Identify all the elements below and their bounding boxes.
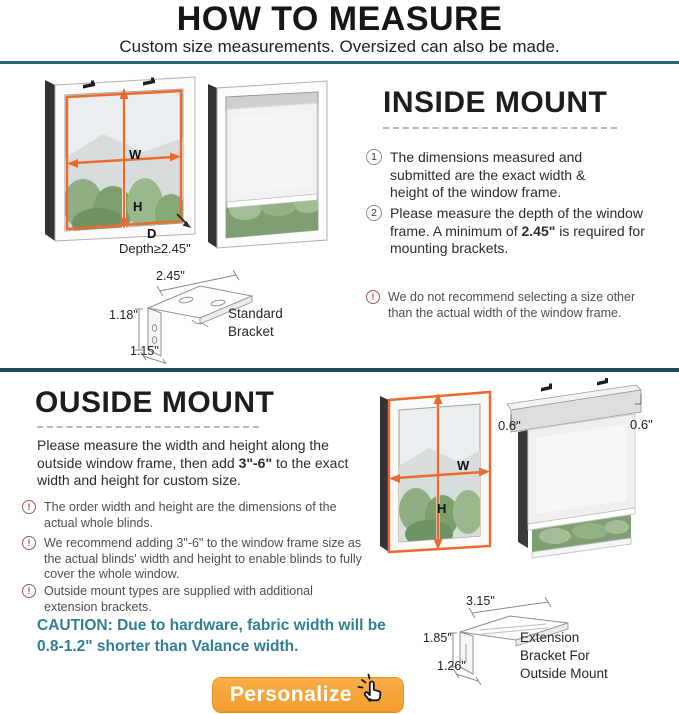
- extension-bracket-label: Extension Bracket For Outside Mount: [520, 630, 608, 681]
- inside-height-label: H: [133, 199, 143, 214]
- inside-note: [366, 290, 666, 321]
- outside-note-3: [22, 584, 362, 615]
- outside-mount-heading: OUSIDE MOUNT: [35, 386, 275, 419]
- outside-note-2: [22, 536, 362, 583]
- outside-left-offset-label: 0.6": [498, 418, 521, 433]
- outside-blind-drawing: [505, 378, 645, 568]
- inside-blind-drawing: [200, 78, 335, 258]
- bracket-clamp-icon: [597, 378, 608, 386]
- alert-icon: !: [22, 500, 36, 514]
- page-title: HOW TO MEASURE: [176, 0, 503, 38]
- inside-depth-letter: D: [147, 226, 157, 241]
- inside-blind-illustration: [200, 78, 335, 258]
- number-1-icon: 1: [366, 149, 382, 165]
- outside-right-offset-label: 0.6": [630, 417, 653, 432]
- inside-window-measure-illustration: [33, 76, 203, 246]
- outside-heading-underline: [37, 426, 259, 428]
- extension-bracket-bottom-dim: 1.26": [437, 659, 466, 673]
- alert-icon: !: [366, 290, 380, 304]
- outside-height-label: H: [437, 501, 447, 516]
- inside-point-2: [366, 205, 666, 258]
- outside-intro-text: Please measure the width and height along the outside window frame, then add 3"-6" to the exact width and height for custom size.: [37, 437, 349, 488]
- outside-window-drawing: [374, 388, 496, 560]
- standard-bracket-left-dim: 1.18": [109, 308, 138, 322]
- standard-bracket-top-dim: 2.45": [156, 269, 185, 283]
- click-hand-icon: [356, 672, 386, 704]
- outside-width-label: W: [457, 458, 470, 473]
- inside-heading-underline: [383, 127, 617, 129]
- standard-bracket-bottom-dim: 1.15": [130, 344, 159, 358]
- extension-bracket-top-dim: 3.15": [466, 594, 495, 608]
- bracket-clamp-icon: [541, 384, 552, 392]
- personalize-button-label: Personalize: [229, 682, 353, 706]
- inside-depth-label: Depth≥2.45": [119, 241, 191, 256]
- page-subtitle: Custom size measurements. Oversized can also be made.: [119, 37, 560, 56]
- outside-note-1-text: The order width and height are the dimensions of the actual whole blinds.: [44, 500, 337, 530]
- window-measure-drawing: [33, 76, 203, 246]
- extension-bracket-left-dim: 1.85": [423, 631, 452, 645]
- standard-bracket-label: Standard Bracket: [228, 306, 283, 339]
- outside-note-1: [22, 500, 362, 531]
- alert-icon: !: [22, 584, 36, 598]
- inside-mount-heading: INSIDE MOUNT: [383, 86, 608, 119]
- inside-point-2-text: Please measure the depth of the window frame. A minimum of 2.45" is required for mounting brackets.: [390, 205, 645, 256]
- inside-point-1: [366, 149, 636, 202]
- inside-width-label: W: [129, 147, 142, 162]
- section-divider-dark: [0, 368, 679, 372]
- number-2-icon: 2: [366, 205, 382, 221]
- caution-text: CAUTION: Due to hardware, fabric width will be 0.8-1.2" shorter than Valance width.: [37, 617, 386, 655]
- alert-icon: !: [22, 536, 36, 550]
- outside-note-3-text: Outside mount types are supplied with additional extension brackets.: [44, 584, 313, 614]
- inside-note-text: We do not recommend selecting a size other than the actual width of the window frame.: [388, 290, 636, 320]
- outside-blind-illustration: [505, 378, 645, 568]
- outside-window-measure-illustration: [374, 388, 496, 560]
- personalize-button[interactable]: [212, 677, 404, 712]
- section-divider: [0, 61, 679, 64]
- inside-point-1-text: The dimensions measured and submitted are the exact width & height of the window frame.: [390, 149, 586, 200]
- outside-note-2-text: We recommend adding 3"-6" to the window frame size as the actual blinds' width and height to enable blinds to fully cover the whole window.: [44, 536, 362, 581]
